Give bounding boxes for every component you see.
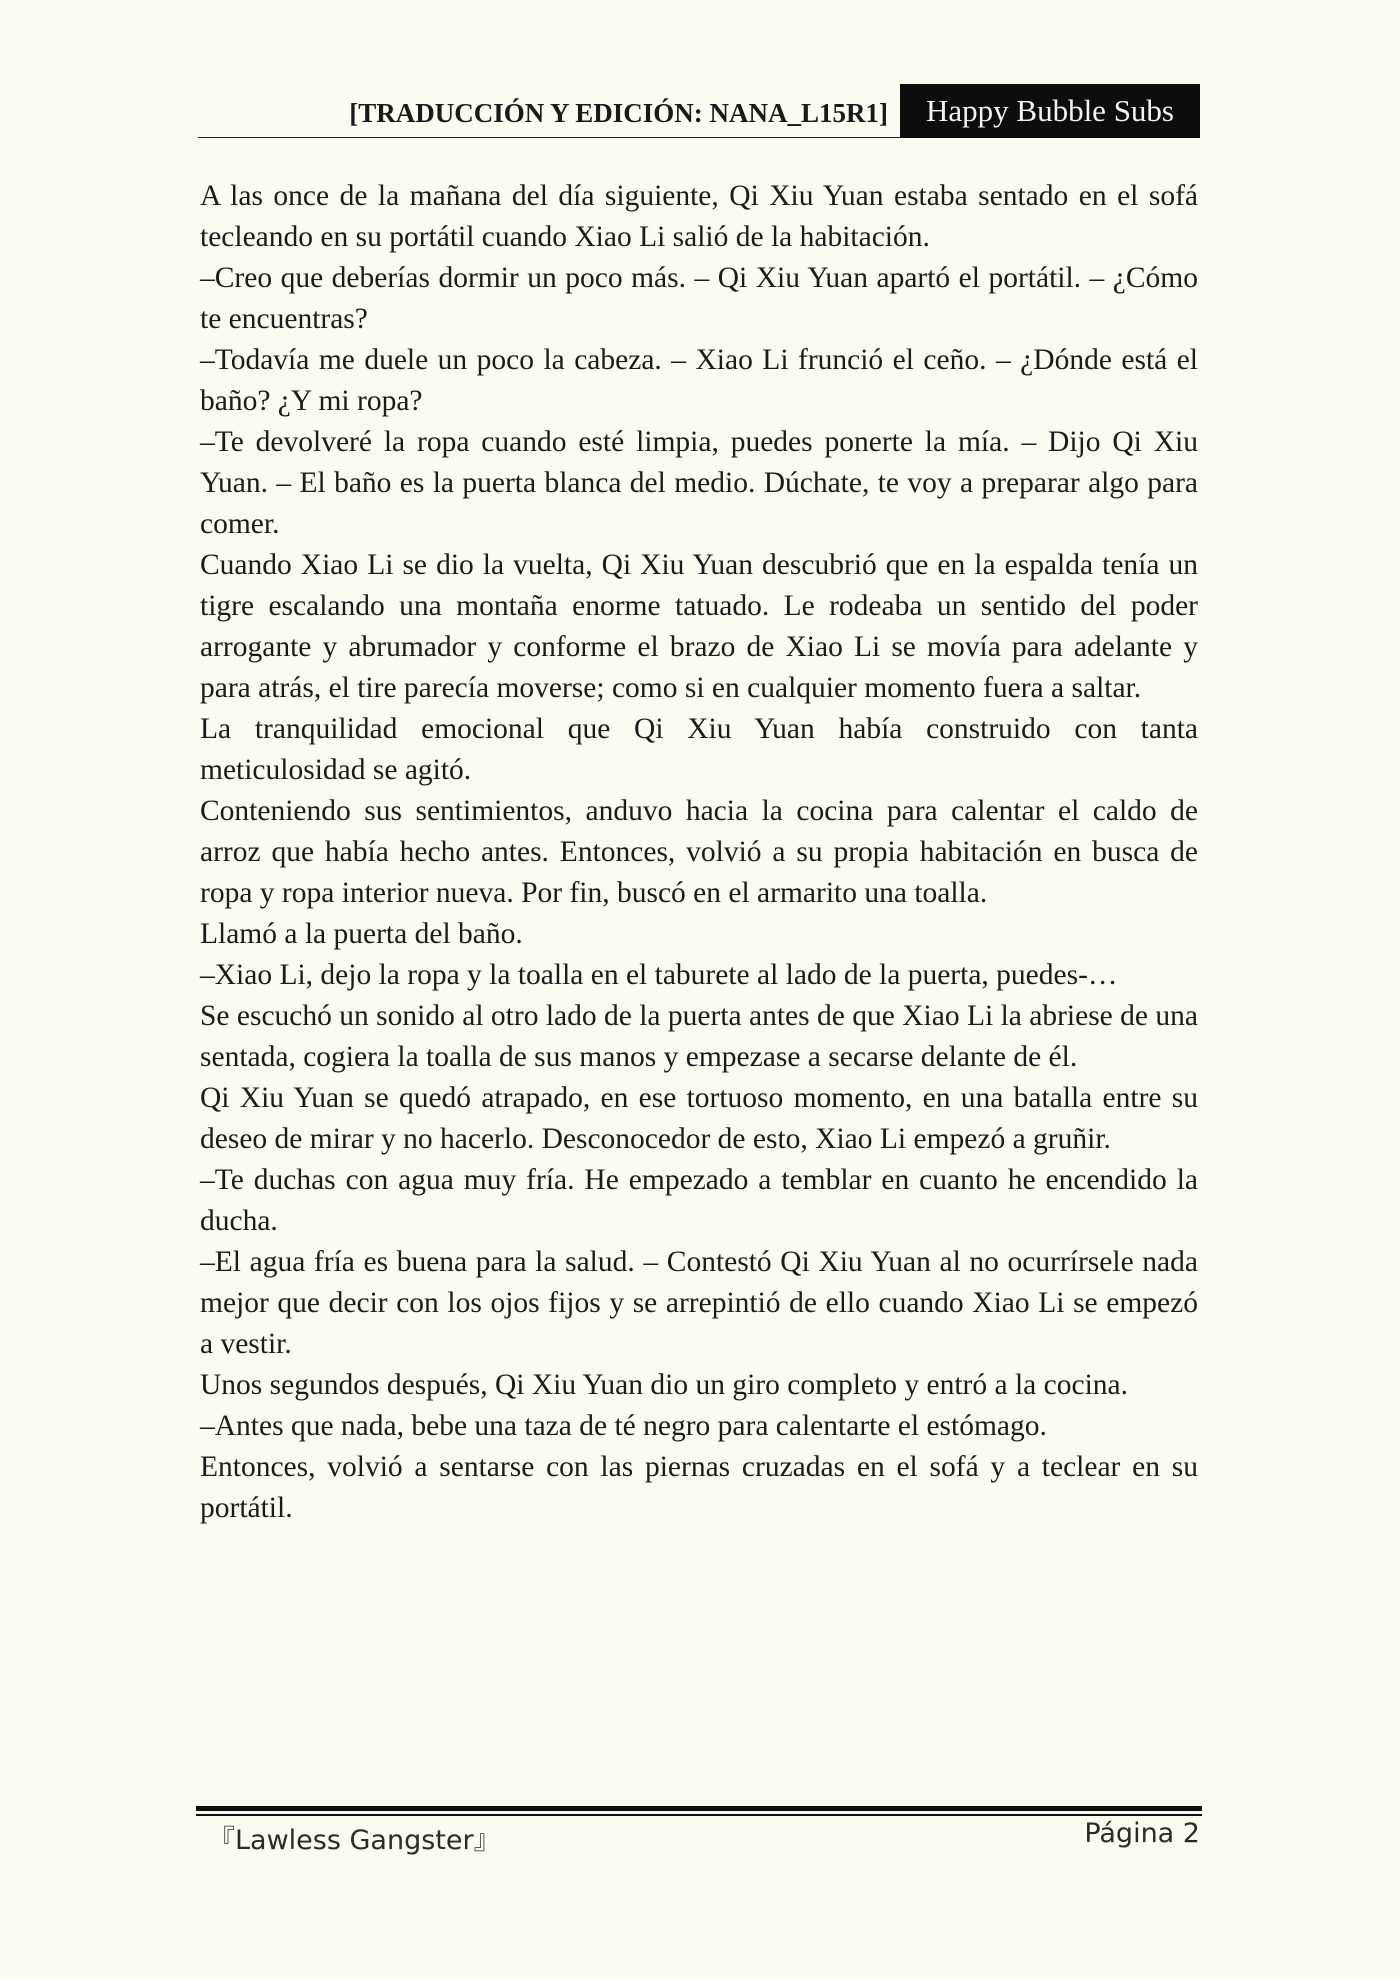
group-name-badge: Happy Bubble Subs — [900, 84, 1200, 138]
paragraph: –Antes que nada, bebe una taza de té negro para calentarte el estómago. — [200, 1410, 1047, 1442]
paragraph: –Xiao Li, dejo la ropa y la toalla en el taburete al lado de la puerta, puedes-… — [200, 959, 1118, 991]
footer-divider-thick — [196, 1806, 1202, 1811]
paragraph: Cuando Xiao Li se dio la vuelta, Qi Xiu Yuan descubrió que en la espalda tenía un tigre escalando una montaña enorme tatuado. Le rodeaba un sentido del poder arrogante y abrumador y conforme el brazo de Xiao Li se movía para adelante y para atrás, el tire parecía moverse; como si en cualquier momento fuera a saltar. — [200, 549, 1198, 704]
paragraph: –Todavía me duele un poco la cabeza. – Xiao Li frunció el ceño. – ¿Dónde está el baño? ¿Y mi ropa? — [200, 344, 1198, 417]
translation-credit: [TRADUCCIÓN Y EDICIÓN: NANA_L15R1] — [349, 98, 888, 128]
paragraph: La tranquilidad emocional que Qi Xiu Yuan había construido con tanta meticulosidad se agitó. — [200, 713, 1198, 786]
paragraph: Se escuchó un sonido al otro lado de la puerta antes de que Xiao Li la abriese de una sentada, cogiera la toalla de sus manos y empezase a secarse delante de él. — [200, 1000, 1198, 1073]
page-header — [198, 84, 1200, 138]
paragraph: Qi Xiu Yuan se quedó atrapado, en ese tortuoso momento, en una batalla entre su deseo de mirar y no hacerlo. Desconocedor de esto, Xiao Li empezó a gruñir. — [200, 1082, 1198, 1155]
paragraph: Llamó a la puerta del baño. — [200, 918, 523, 950]
paragraph: A las once de la mañana del día siguiente, Qi Xiu Yuan estaba sentado en el sofá tecleando en su portátil cuando Xiao Li salió de la habitación. — [200, 180, 1198, 253]
paragraph: Entonces, volvió a sentarse con las piernas cruzadas en el sofá y a teclear en su portátil. — [200, 1451, 1198, 1524]
paragraph: –Te duchas con agua muy fría. He empezado a temblar en cuanto he encendido la ducha. — [200, 1164, 1198, 1237]
chapter-body — [200, 176, 1198, 1529]
paragraph: Conteniendo sus sentimientos, anduvo hacia la cocina para calentar el caldo de arroz que había hecho antes. Entonces, volvió a su propia habitación en busca de ropa y ropa interior nueva. Por fin, buscó en el armarito una toalla. — [200, 795, 1198, 909]
paragraph: –Te devolveré la ropa cuando esté limpia, puedes ponerte la mía. – Dijo Qi Xiu Yuan. – El baño es la puerta blanca del medio. Dúchate, te voy a preparar algo para comer. — [200, 426, 1198, 540]
book-title: 『Lawless Gangster』 — [208, 1825, 501, 1856]
footer-divider-thin — [196, 1814, 1202, 1816]
paragraph: –El agua fría es buena para la salud. – Contestó Qi Xiu Yuan al no ocurrírsele nada mejor que decir con los ojos fijos y se arrepintió de ello cuando Xiao Li se empezó a vestir. — [200, 1246, 1198, 1360]
paragraph: –Creo que deberías dormir un poco más. – Qi Xiu Yuan apartó el portátil. – ¿Cómo te encuentras? — [200, 262, 1198, 335]
page-number: Página 2 — [1084, 1818, 1200, 1849]
paragraph: Unos segundos después, Qi Xiu Yuan dio un giro completo y entró a la cocina. — [200, 1369, 1128, 1401]
